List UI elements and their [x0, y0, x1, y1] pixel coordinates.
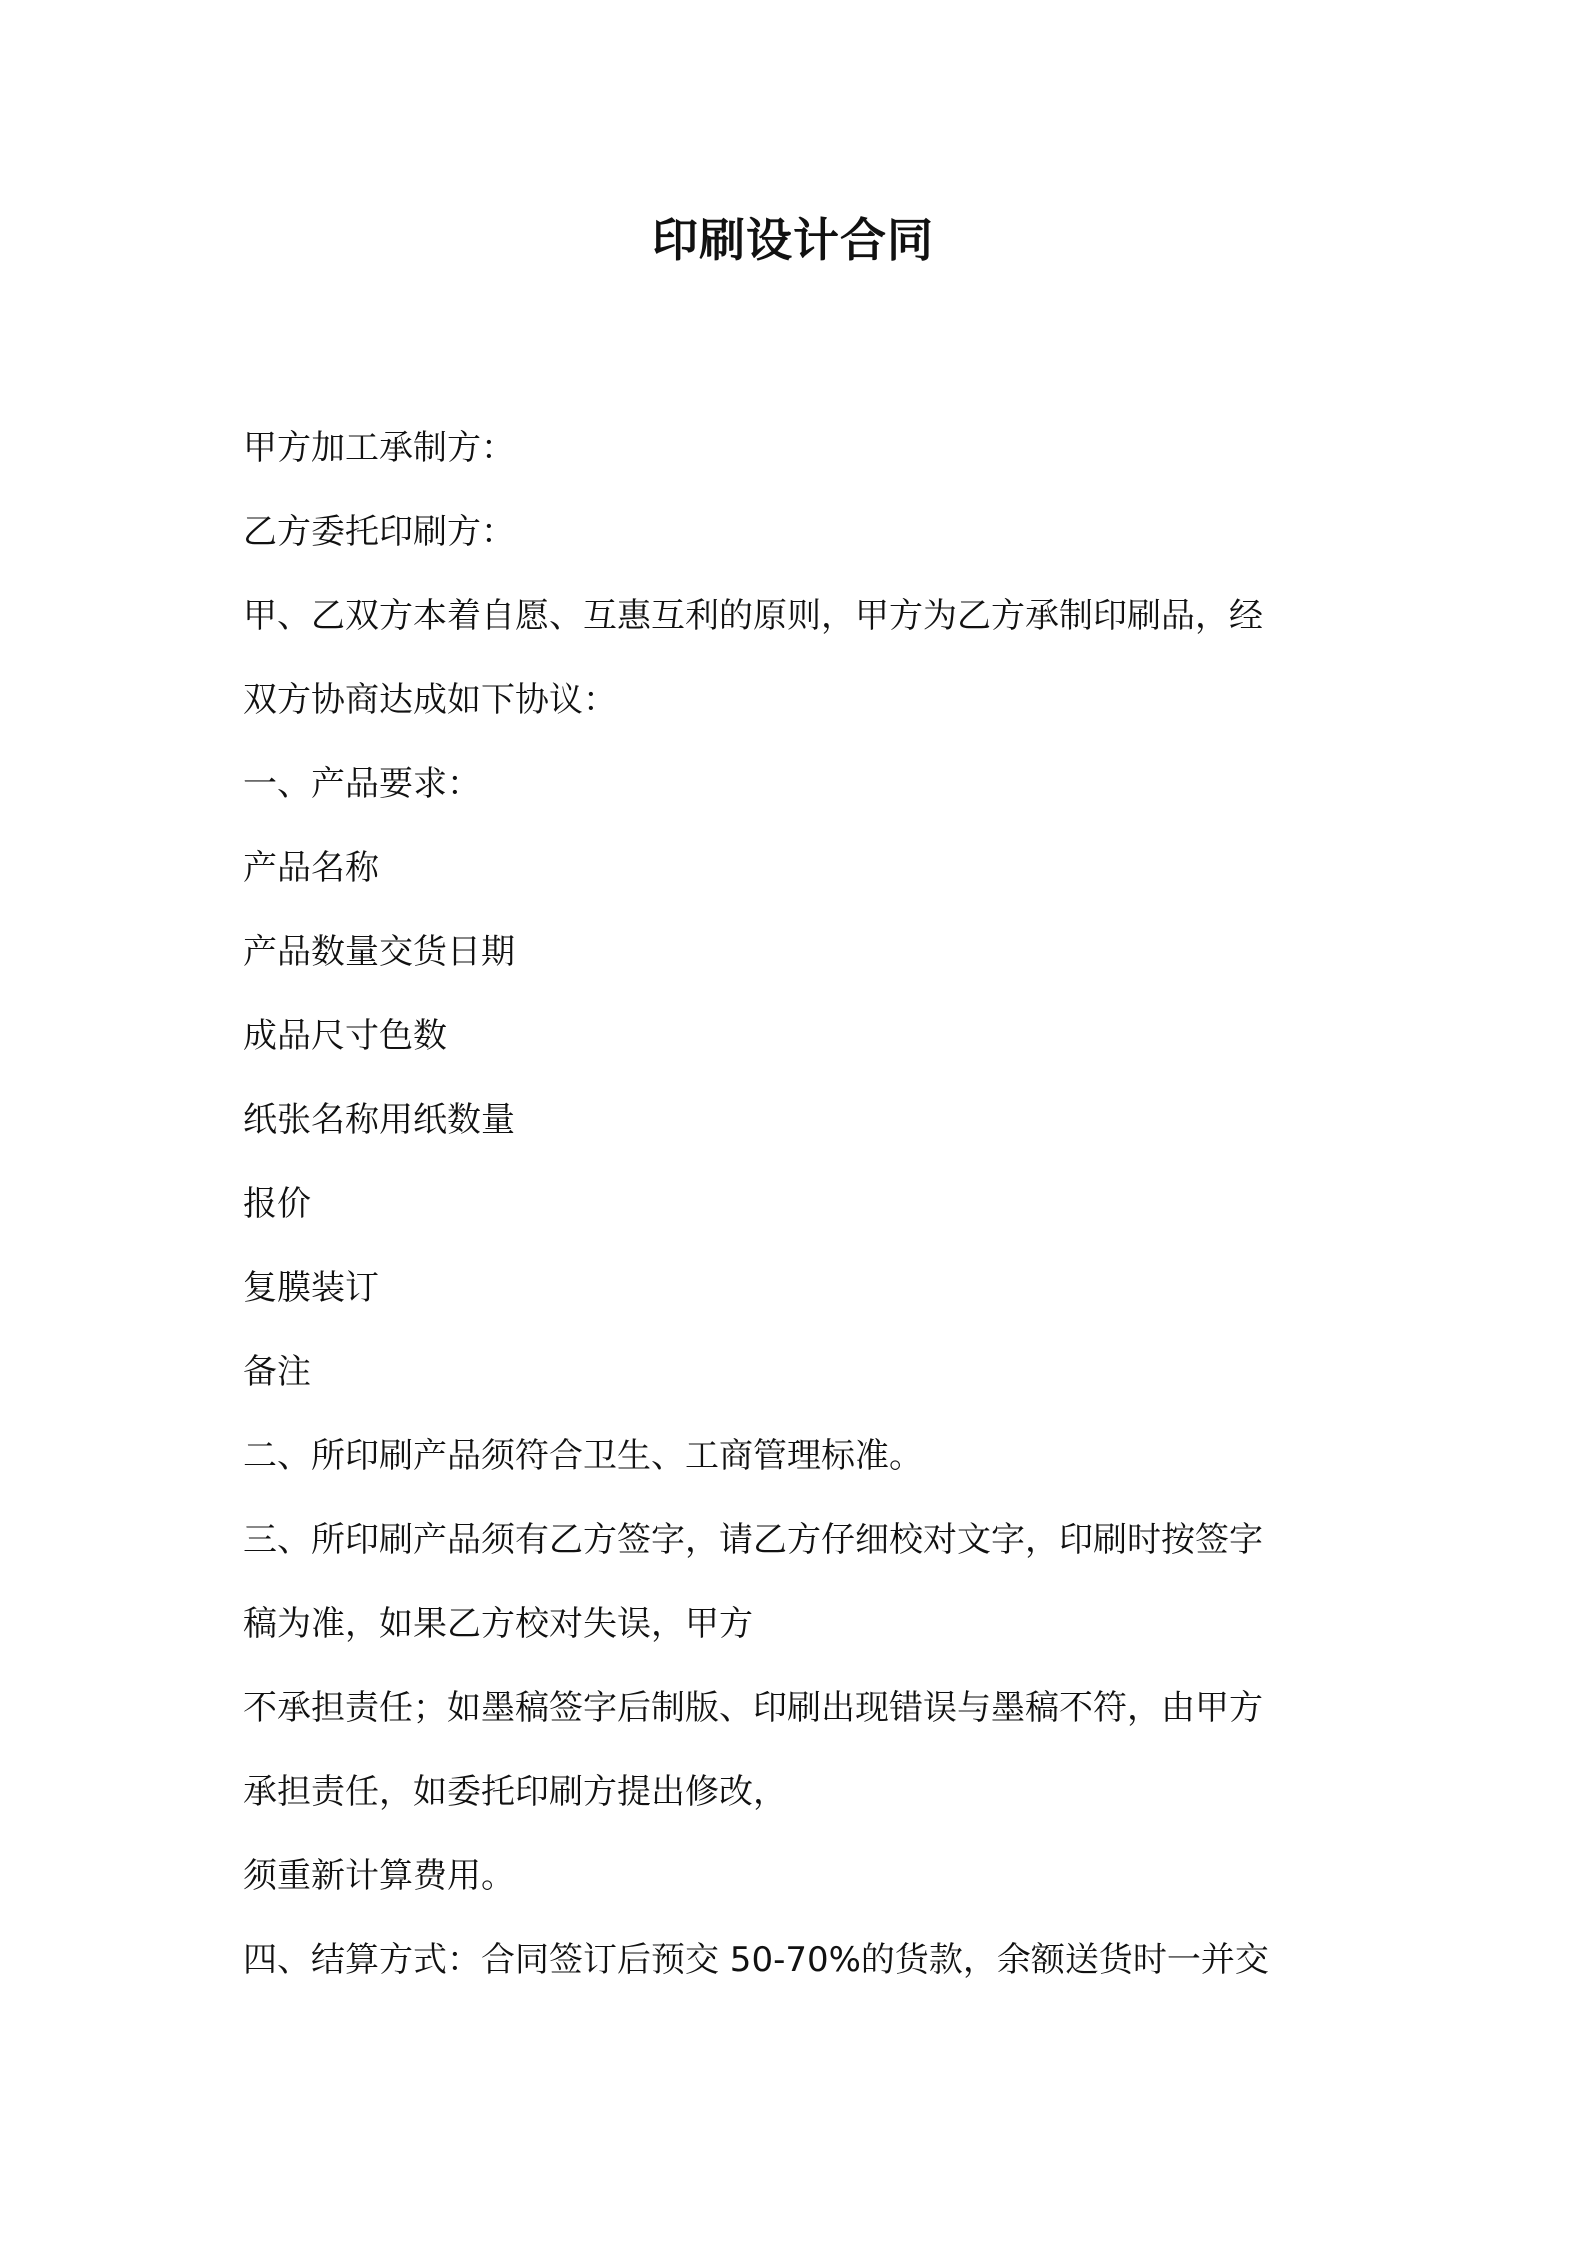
document-title: 印刷设计合同 — [652, 213, 934, 267]
preamble-line-2: 双方协商达成如下协议： — [243, 680, 617, 720]
party-b-line: 乙方委托印刷方： — [243, 512, 515, 552]
field-paper: 纸张名称用纸数量 — [243, 1100, 515, 1140]
party-a-line: 甲方加工承制方： — [243, 428, 515, 468]
field-remarks: 备注 — [243, 1352, 311, 1392]
contract-body — [243, 406, 1353, 2002]
section-1-heading: 一、产品要求： — [243, 764, 481, 804]
section-3-line-1: 三、所印刷产品须有乙方签字，请乙方仔细校对文字，印刷时按签字 — [243, 1520, 1263, 1560]
section-3-line-3: 不承担责任；如墨稿签字后制版、印刷出现错误与墨稿不符，由甲方 — [243, 1688, 1263, 1728]
field-quantity-delivery: 产品数量交货日期 — [243, 932, 515, 972]
section-3-line-4: 承担责任，如委托印刷方提出修改， — [243, 1772, 787, 1812]
section-3-line-2: 稿为准，如果乙方校对失误，甲方 — [243, 1604, 753, 1644]
field-product-name: 产品名称 — [243, 848, 379, 888]
field-quote: 报价 — [243, 1184, 311, 1224]
field-lamination-binding: 复膜装订 — [243, 1268, 379, 1308]
field-size-colors: 成品尺寸色数 — [243, 1016, 447, 1056]
section-3-line-5: 须重新计算费用。 — [243, 1856, 515, 1896]
section-2: 二、所印刷产品须符合卫生、工商管理标准。 — [243, 1436, 923, 1476]
section-4-line-1: 四、结算方式：合同签订后预交 50-70%的货款，余额送货时一并交 — [243, 1940, 1269, 1980]
preamble-line-1: 甲、乙双方本着自愿、互惠互利的原则，甲方为乙方承制印刷品，经 — [243, 596, 1263, 636]
